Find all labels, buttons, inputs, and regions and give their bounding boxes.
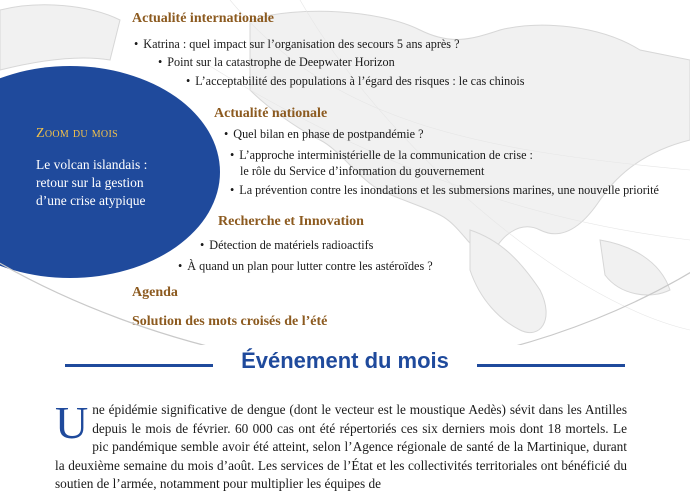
zoom-title: Zoom du mois xyxy=(36,126,118,141)
article-text: ne épidémie significative de dengue (dont le vecteur est le moustique Aedès) sévit dans les Antilles depuis le mois de février. 60 000 cas ont été répertoriés ces six derniers mois dont 18 mortels. Le pic pandémique semble avoir été atteint, selon l’Agence régionale de santé de la Martinique, durant la deuxième semaine du mois d’août. Les services de l’État et les collectivités territoriales ont bénéficié du soutien de l’armée, notamment pour multiplier les équipes de xyxy=(55,402,627,492)
bullet-icon: • xyxy=(178,259,183,273)
event-article xyxy=(55,397,627,494)
section-heading-agenda[interactable]: Agenda xyxy=(132,285,178,300)
zoom-line: retour sur la gestion xyxy=(36,175,144,190)
list-item[interactable]: • Détection de matériels radioactifs xyxy=(200,238,374,252)
bullet-icon: • xyxy=(200,238,205,252)
bullet-icon: • xyxy=(230,183,235,197)
section-heading-research[interactable]: Recherche et Innovation xyxy=(218,214,364,229)
zoom-line: d’une crise atypique xyxy=(36,193,146,208)
list-item-continuation[interactable]: le rôle du Service d’information du gouvernement xyxy=(240,164,485,178)
bullet-icon: • xyxy=(224,127,229,141)
list-item[interactable]: • À quand un plan pour lutter contre les astéroïdes ? xyxy=(178,259,433,273)
zoom-line: Le volcan islandais : xyxy=(36,157,148,172)
list-item[interactable]: • Katrina : quel impact sur l’organisation des secours 5 ans après ? xyxy=(134,37,460,51)
bullet-icon: • xyxy=(134,37,139,51)
list-item[interactable]: • Quel bilan en phase de postpandémie ? xyxy=(224,127,424,141)
section-heading-crossword[interactable]: Solution des mots croisés de l’été xyxy=(132,314,328,329)
list-item[interactable]: • La prévention contre les inondations et les submersions marines, une nouvelle priorité xyxy=(230,183,659,197)
curved-divider xyxy=(0,70,690,380)
drop-cap: U xyxy=(55,397,89,448)
list-item[interactable]: • Point sur la catastrophe de Deepwater Horizon xyxy=(158,55,395,69)
bullet-icon: • xyxy=(186,74,191,88)
section-heading-national[interactable]: Actualité nationale xyxy=(214,106,328,121)
event-title: Événement du mois xyxy=(241,348,449,373)
bullet-icon: • xyxy=(230,148,235,162)
bullet-icon: • xyxy=(158,55,163,69)
list-item[interactable]: • L’acceptabilité des populations à l’égard des risques : le cas chinois xyxy=(186,74,525,88)
list-item[interactable]: • L’approche interministérielle de la communication de crise : xyxy=(230,148,533,162)
section-heading-international[interactable]: Actualité internationale xyxy=(132,11,274,26)
